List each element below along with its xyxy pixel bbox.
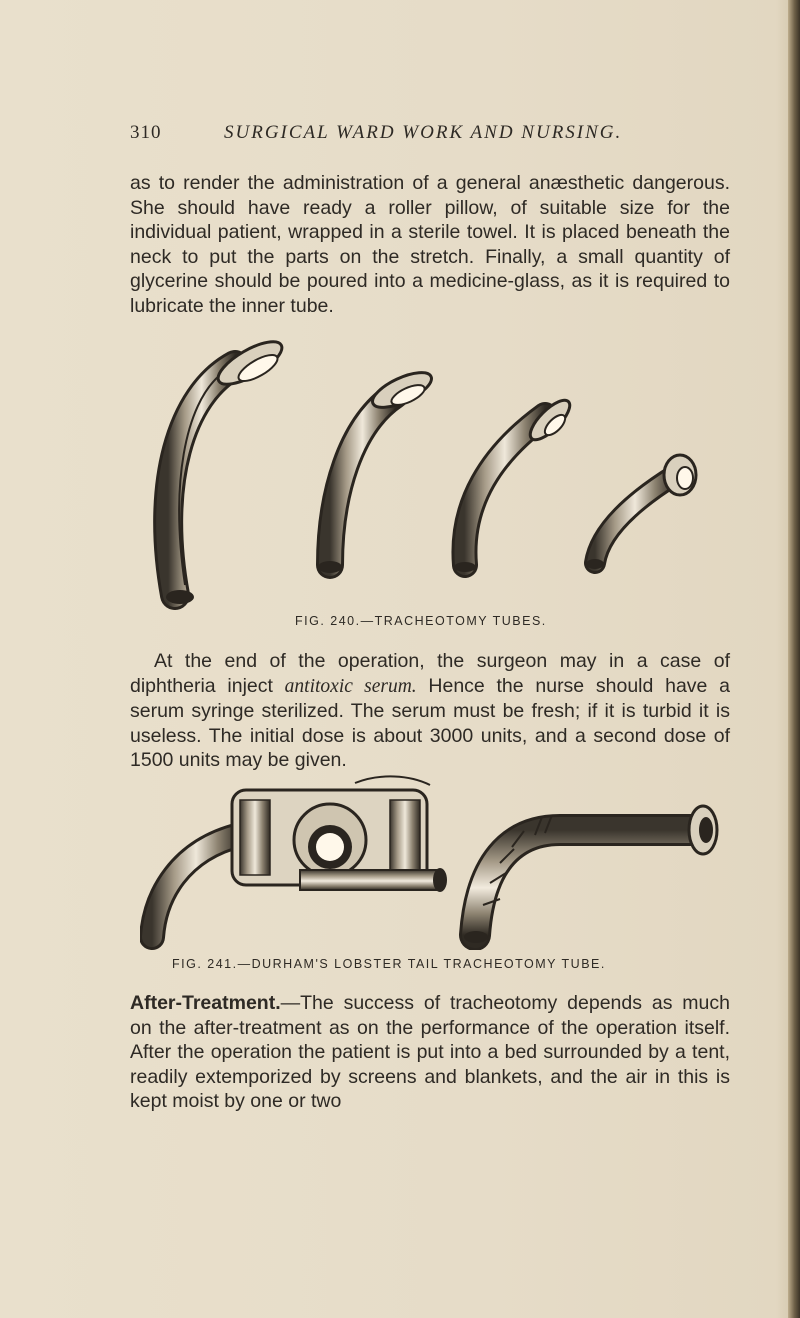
tracheotomy-tube-4	[586, 455, 696, 569]
page-number: 310	[130, 122, 162, 143]
lobster-tail-tube-flexible	[464, 806, 717, 943]
tracheotomy-tubes-illustration	[140, 335, 720, 610]
lobster-tail-tube-illustration	[140, 765, 730, 950]
paragraph-3-text: —The success of tracheotomy depends as much on the after-treatment as on the performance of the operation itself. After the operation the patient is put into a bed surrounded by a tent, readily extemporized by screens and blankets, and the air in this is kept moist by one or two	[130, 992, 730, 1113]
paragraph-1: as to render the administration of a general anæsthetic dangerous. She should have ready a roller pillow, of suitable size for the individual patient, wrapped in a sterile towel. It is placed beneath the neck to put the parts on the stretch. Finally, a small quantity of glycerine should be poured into a medicine-glass, as it is required to lubricate the inner tube.	[130, 172, 730, 317]
paragraph-2-text-before: At the end of the operation, the surgeon may in a case of diphtheria inject	[130, 650, 730, 697]
paragraph-3	[130, 991, 730, 1114]
figure-240-caption: FIG. 240.—TRACHEOTOMY TUBES.	[295, 614, 547, 628]
antitoxic-serum-emphasis: antitoxic serum.	[284, 675, 417, 697]
tracheotomy-tube-3	[454, 395, 575, 572]
figure-240-tracheotomy-tubes	[140, 335, 720, 610]
paragraph-2-text-after: Hence the nurse should have a serum syringe sterilized. The serum must be fresh; if it is turbid it is useless. The initial dose is about 3000 units, and a second dose of 1500 units may be given.	[130, 674, 730, 772]
figure-241-lobster-tail-tube	[140, 765, 730, 950]
running-head: SURGICAL WARD WORK AND NURSING.	[224, 122, 623, 143]
after-treatment-heading: After-Treatment.	[130, 992, 281, 1014]
book-binding-edge	[788, 0, 800, 1318]
tracheotomy-tube-2	[318, 366, 436, 573]
page-header	[130, 122, 730, 144]
lobster-tail-tube-side-view	[152, 776, 447, 937]
figure-241-caption: FIG. 241.—DURHAM'S LOBSTER TAIL TRACHEOTOMY TUBE.	[172, 957, 606, 971]
tracheotomy-tube-1	[166, 335, 288, 604]
paragraph-2	[130, 649, 730, 773]
